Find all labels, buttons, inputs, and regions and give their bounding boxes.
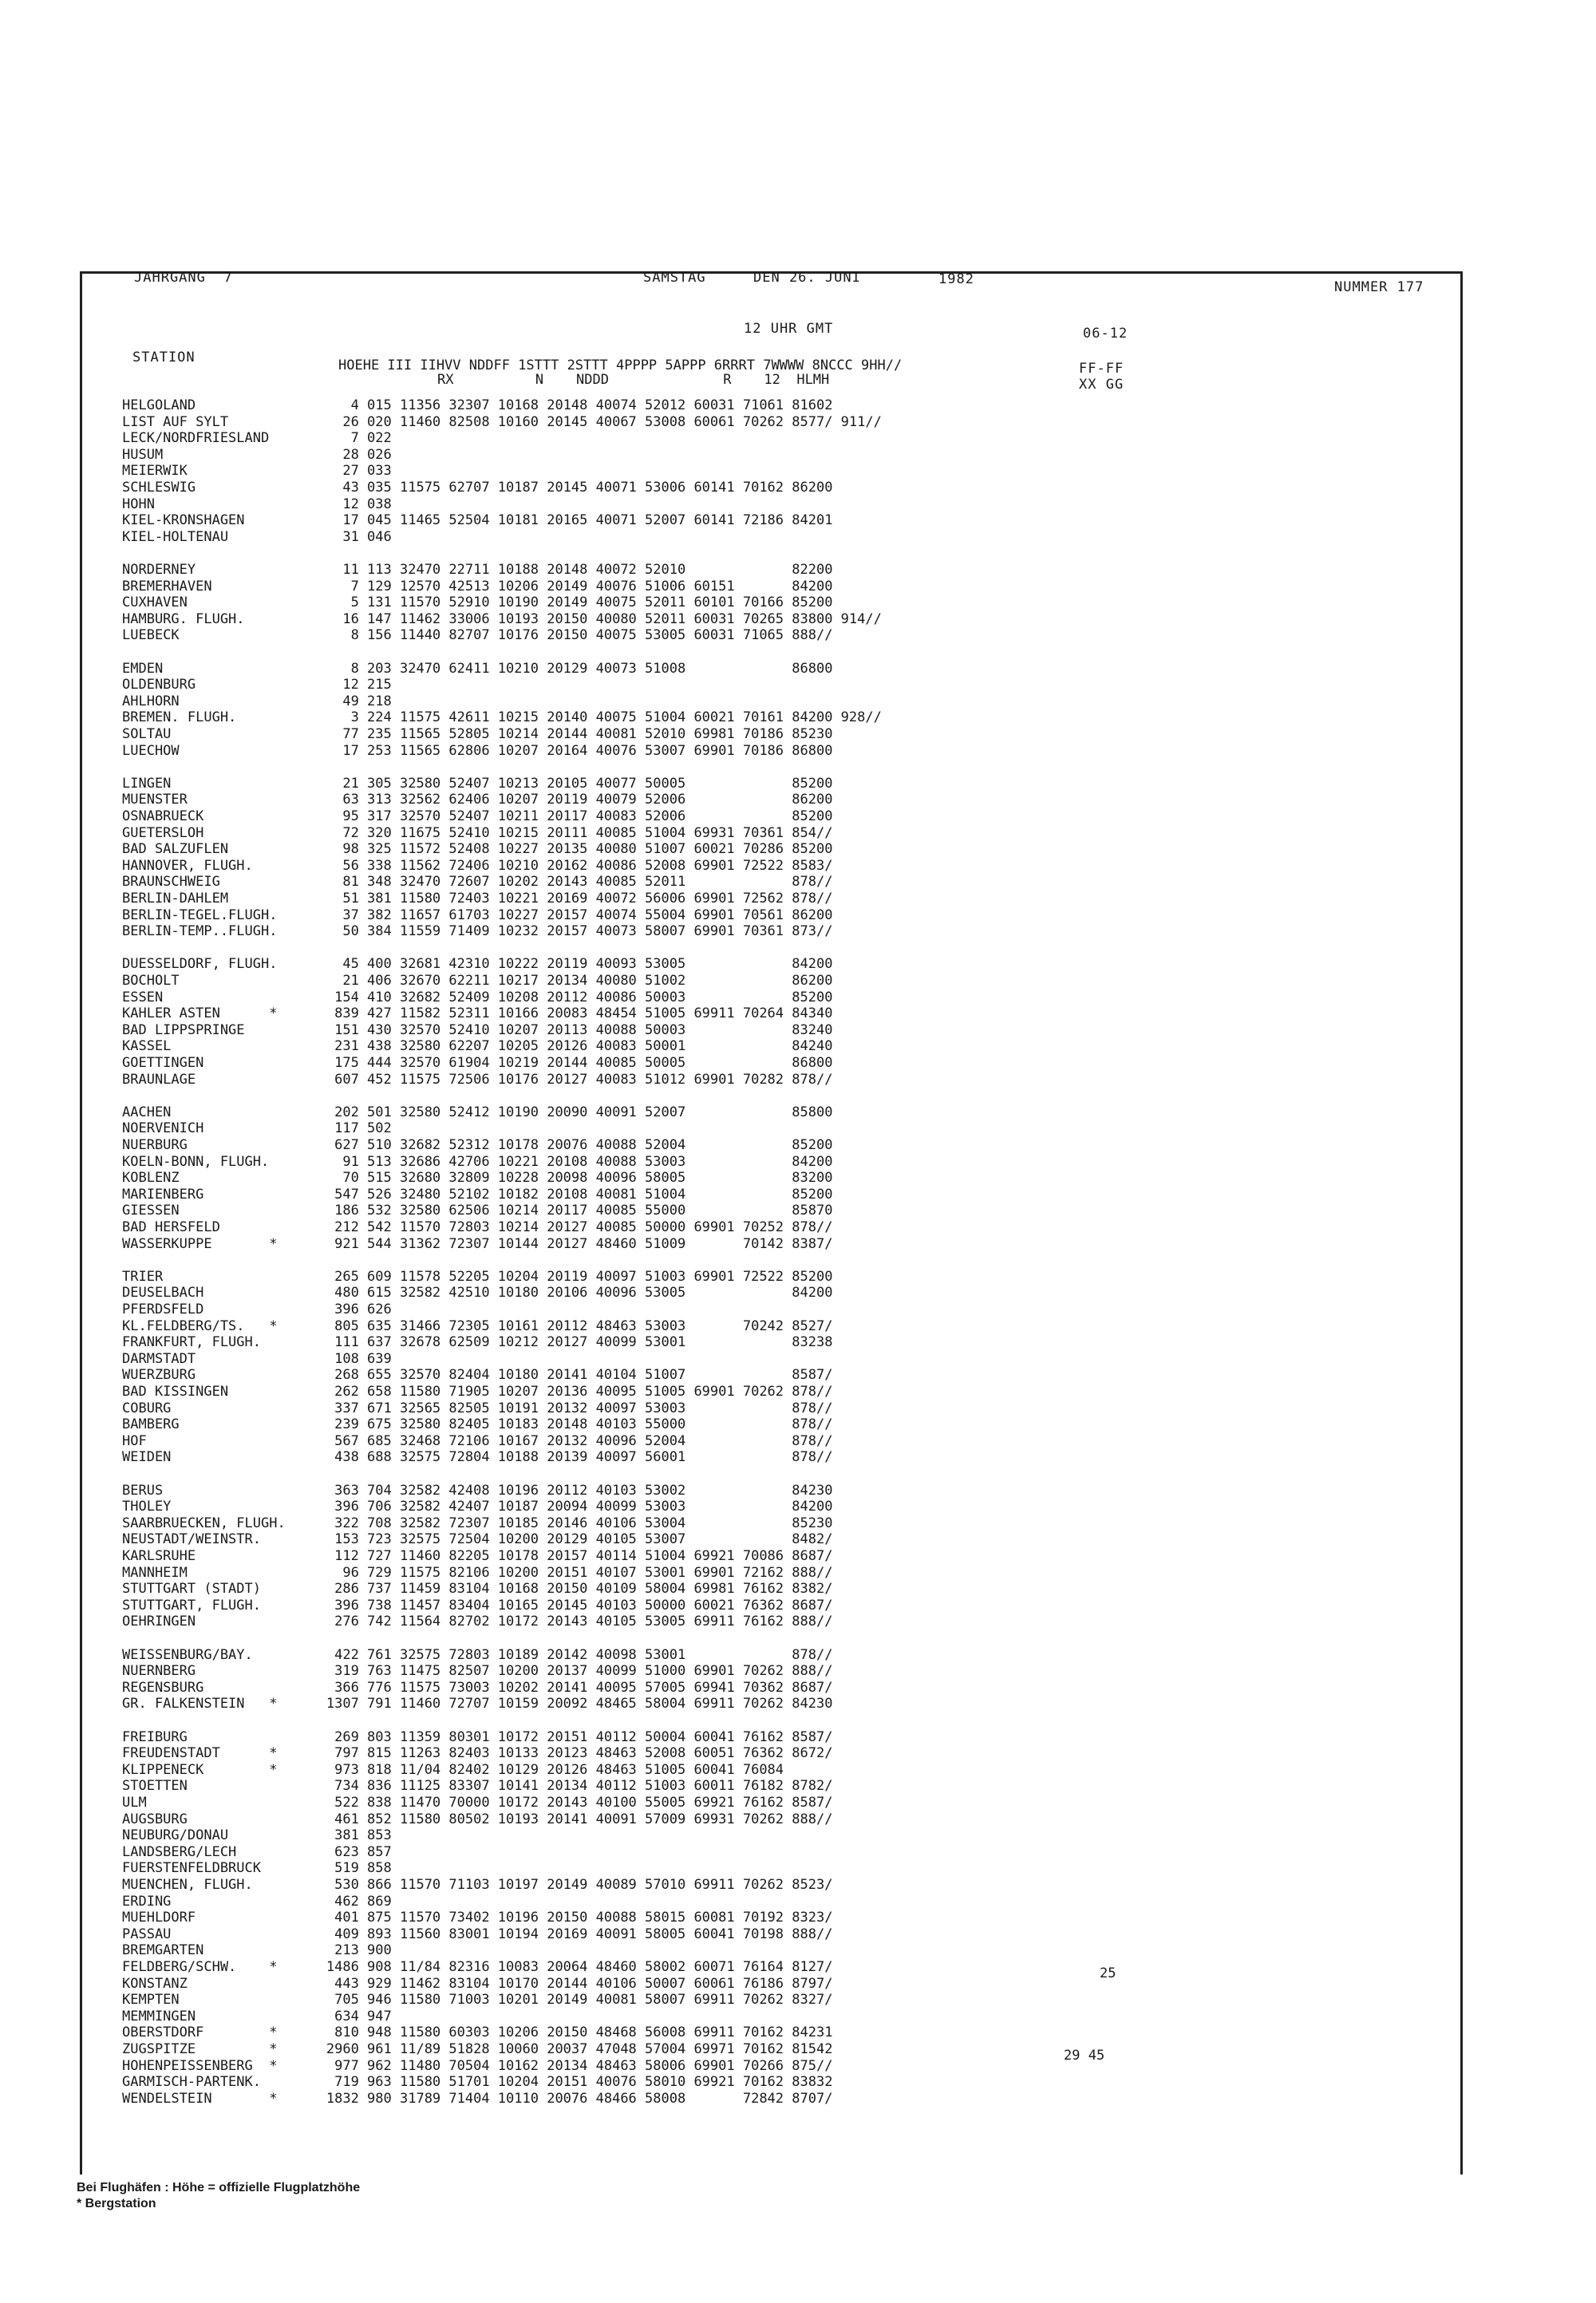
table-row: OEHRINGEN 276 742 11564 82702 10172 20143 40105 53005 69911 76162 888// xyxy=(122,1614,833,1630)
table-row: KL.FELDBERG/TS. * 805 635 31466 72305 10161 20112 48463 53003 70242 8527/ xyxy=(122,1317,833,1334)
table-row: FUERSTENFELDBRUCK 519 858 xyxy=(122,1860,392,1877)
table-row: NOERVENICH 117 502 xyxy=(122,1120,392,1137)
issue-number: NUMMER 177 xyxy=(1334,279,1424,295)
table-row: KIEL-HOLTENAU 31 046 xyxy=(122,528,392,545)
table-row: COBURG 337 671 32565 82505 10191 20132 40097 53003 878// xyxy=(122,1400,833,1416)
table-row: HUSUM 28 026 xyxy=(122,446,392,463)
period: 06-12 xyxy=(1083,326,1128,342)
side-annotation: 25 xyxy=(1100,1965,1116,1981)
table-row: STUTTGART, FLUGH. 396 738 11457 83404 10165 20145 40103 50000 60021 76362 8687/ xyxy=(122,1597,833,1614)
table-row: BAD KISSINGEN 262 658 11580 71905 10207 20136 40095 51005 69901 70262 878// xyxy=(122,1384,833,1400)
table-row: BAD SALZUFLEN 98 325 11572 52408 10227 20135 40080 51007 60021 70286 85200 xyxy=(122,841,833,858)
table-row: DEUSELBACH 480 615 32582 42510 10180 20106 40096 53005 84200 xyxy=(122,1285,833,1302)
table-row: REGENSBURG 366 776 11575 73003 10202 20141 40095 57005 69941 70362 8687/ xyxy=(122,1679,833,1696)
table-row: KARLSRUHE 112 727 11460 82205 10178 20157 40114 51004 69921 70086 8687/ xyxy=(122,1548,833,1564)
table-row: WUERZBURG 268 655 32570 82404 10180 20141 40104 51007 8587/ xyxy=(122,1367,833,1384)
jahrgang: JAHRGANG 7 xyxy=(134,270,233,286)
table-row: MARIENBERG 547 526 32480 52102 10182 20108 40081 51004 85200 xyxy=(122,1186,833,1203)
weekday: SAMSTAG xyxy=(643,270,706,286)
table-row: MUENSTER 63 313 32562 62406 10207 20119 40079 52006 86200 xyxy=(122,792,833,808)
table-row: KASSEL 231 438 32580 62207 10205 20126 40083 50001 84240 xyxy=(122,1038,833,1055)
table-row: WENDELSTEIN * 1832 980 31789 71404 10110 20076 48466 58008 72842 8707/ xyxy=(122,2090,833,2107)
table-row: GIESSEN 186 532 32580 62506 10214 20117 40085 55000 85870 xyxy=(122,1203,833,1219)
table-row: DARMSTADT 108 639 xyxy=(122,1350,392,1367)
table-row: EMDEN 8 203 32470 62411 10210 20129 40073 51008 86800 xyxy=(122,660,833,677)
table-row: PFERDSFELD 396 626 xyxy=(122,1302,392,1317)
table-row: BERLIN-DAHLEM 51 381 11580 72403 10221 20169 40072 56006 69901 72562 878// xyxy=(122,891,833,907)
report-date: DEN 26. JUNI xyxy=(753,270,861,286)
table-row: NEUSTADT/WEINSTR. 153 723 32575 72504 10200 20129 40105 53007 8482/ xyxy=(122,1531,833,1548)
table-row: BAD LIPPSPRINGE 151 430 32570 52410 10207 20113 40088 50003 83240 xyxy=(122,1021,833,1038)
report-year: 1982 xyxy=(938,271,974,287)
table-row: NUERBURG 627 510 32682 52312 10178 20076 40088 52004 85200 xyxy=(122,1137,833,1153)
col-codes-1: HOEHE III IIHVV NDDFF 1STTT 2STTT 4PPPP 5APPP 6RRRT 7WWWW 8NCCC 9HH// xyxy=(338,357,903,373)
table-row: THOLEY 396 706 32582 42407 10187 20094 40099 53003 84200 xyxy=(122,1499,833,1515)
table-row: BAD HERSFELD 212 542 11570 72803 10214 20127 40085 50000 69901 70252 878// xyxy=(122,1219,833,1235)
table-row: KEMPTEN 705 946 11580 71003 10201 20149 40081 58007 69911 70262 8327/ xyxy=(122,1992,833,2009)
table-row: GOETTINGEN 175 444 32570 61904 10219 20144 40085 50005 86800 xyxy=(122,1055,833,1071)
footnotes xyxy=(77,2180,360,2212)
table-row: MUEHLDORF 401 875 11570 73402 10196 20150 40088 58015 60081 70192 8323/ xyxy=(122,1910,833,1926)
table-row: LECK/NORDFRIESLAND 7 022 xyxy=(122,430,392,447)
table-row: OLDENBURG 12 215 xyxy=(122,677,392,693)
table-row: WEIDEN 438 688 32575 72804 10188 20139 40097 56001 878// xyxy=(122,1449,833,1466)
table-row: SCHLESWIG 43 035 11575 62707 10187 20145 40071 53006 60141 70162 86200 xyxy=(122,480,833,496)
table-row: HOHN 12 038 xyxy=(122,496,392,512)
table-row: BAMBERG 239 675 32580 82405 10183 20148 40103 55000 878// xyxy=(122,1416,833,1433)
table-row: HOHENPEISSENBERG * 977 962 11480 70504 10162 20134 48463 58006 69901 70266 875// xyxy=(122,2057,833,2074)
table-row: GUETERSLOH 72 320 11675 52410 10215 20111 40085 51004 69931 70361 854// xyxy=(122,824,833,841)
table-row: NORDERNEY 11 113 32470 22711 10188 20148 40072 52010 82200 xyxy=(122,562,833,578)
col-codes-2: RX N NDDD R 12 HLMH xyxy=(437,372,830,388)
table-row: KLIPPENECK * 973 818 11/04 82402 10129 20126 48463 51005 60041 76084 xyxy=(122,1761,784,1778)
table-row: BERLIN-TEMP..FLUGH. 50 384 11559 71409 10232 20157 40073 58007 69901 70361 873// xyxy=(122,923,833,940)
table-row: BERUS 363 704 32582 42408 10196 20112 40103 53002 84230 xyxy=(122,1482,833,1499)
table-row: NUERNBERG 319 763 11475 82507 10200 20137 40099 51000 69901 70262 888// xyxy=(122,1663,833,1680)
table-row: STOETTEN 734 836 11125 83307 10141 20134 40112 51003 60011 76182 8782/ xyxy=(122,1778,833,1795)
table-row: KOBLENZ 70 515 32680 32809 10228 20098 40096 58005 83200 xyxy=(122,1170,833,1187)
table-row: ERDING 462 869 xyxy=(122,1893,392,1910)
table-row: PASSAU 409 893 11560 83001 10194 20169 40091 58005 60041 70198 888// xyxy=(122,1926,833,1942)
table-row: AACHEN 202 501 32580 52412 10190 20090 40091 52007 85800 xyxy=(122,1104,833,1120)
table-row: HELGOLAND 4 015 11356 32307 10168 20148 40074 52012 60031 71061 81602 xyxy=(122,397,833,413)
table-row: MANNHEIM 96 729 11575 82106 10200 20151 40107 53001 69901 72162 888// xyxy=(122,1564,833,1581)
table-row: LUEBECK 8 156 11440 82707 10176 20150 40075 53005 60031 71065 888// xyxy=(122,627,833,644)
col-station: STATION xyxy=(132,350,196,365)
table-row: ULM 522 838 11470 70000 10172 20143 40100 55005 69921 76162 8587/ xyxy=(122,1795,833,1811)
table-row: LANDSBERG/LECH 623 857 xyxy=(122,1843,392,1860)
table-row: LIST AUF SYLT 26 020 11460 82508 10160 20145 40067 53008 60061 70262 8577/ 911// xyxy=(122,413,882,430)
table-row: HAMBURG. FLUGH. 16 147 11462 33006 10193 20150 40080 52011 60031 70265 83800 914// xyxy=(122,610,882,627)
table-row: KAHLER ASTEN * 839 427 11582 52311 10166 20083 48454 51005 69911 70264 84340 xyxy=(122,1005,833,1022)
table-row: BRAUNLAGE 607 452 11575 72506 10176 20127 40083 51012 69901 70282 878// xyxy=(122,1071,833,1088)
table-row: BREMGARTEN 213 900 xyxy=(122,1942,392,1959)
table-row: NEUBURG/DONAU 381 853 xyxy=(122,1827,392,1844)
table-row: LUECHOW 17 253 11565 62806 10207 20164 40076 53007 69901 70186 86800 xyxy=(122,742,833,759)
table-row: BOCHOLT 21 406 32670 62211 10217 20134 40080 51002 86200 xyxy=(122,973,833,989)
table-row: KONSTANZ 443 929 11462 83104 10170 20144 40106 50007 60061 76186 8797/ xyxy=(122,1975,833,1992)
table-row: SOLTAU 77 235 11565 52805 10214 20144 40081 52010 69981 70186 85230 xyxy=(122,726,833,742)
table-row: HANNOVER, FLUGH. 56 338 11562 72406 10210 20162 40086 52008 69901 72522 8583/ xyxy=(122,857,833,874)
col-ff-1: FF-FF xyxy=(1079,361,1124,377)
table-row: GR. FALKENSTEIN * 1307 791 11460 72707 10159 20092 48465 58004 69911 70262 84230 xyxy=(122,1696,833,1712)
table-row: BERLIN-TEGEL.FLUGH. 37 382 11657 61703 10227 20157 40074 55004 69901 70561 86200 xyxy=(122,907,833,923)
table-row: TRIER 265 609 11578 52205 10204 20119 40097 51003 69901 72522 85200 xyxy=(122,1268,833,1285)
table-row: CUXHAVEN 5 131 11570 52910 10190 20149 40075 52011 60101 70166 85200 xyxy=(122,595,833,611)
table-row: GARMISCH-PARTENK. 719 963 11580 51701 10204 20151 40076 58010 69921 70162 83832 xyxy=(122,2074,833,2091)
table-row: STUTTGART (STADT) 286 737 11459 83104 10168 20150 40109 58004 69981 76162 8382/ xyxy=(122,1581,833,1598)
table-row: BREMERHAVEN 7 129 12570 42513 10206 20149 40076 51006 60151 84200 xyxy=(122,578,833,595)
observation-time: 12 UHR GMT xyxy=(744,321,834,337)
table-row: DUESSELDORF, FLUGH. 45 400 32681 42310 10222 20119 40093 53005 84200 xyxy=(122,956,833,973)
table-row: FELDBERG/SCHW. * 1486 908 11/84 82316 10083 20064 48460 58002 60071 76164 8127/ xyxy=(122,1959,833,1975)
table-row: FREIBURG 269 803 11359 80301 10172 20151 40112 50004 60041 76162 8587/ xyxy=(122,1728,833,1745)
table-row: AUGSBURG 461 852 11580 80502 10193 20141 40091 57009 69931 70262 888// xyxy=(122,1811,833,1827)
table-row: BRAUNSCHWEIG 81 348 32470 72607 10202 20143 40085 52011 878// xyxy=(122,874,833,891)
table-row: OSNABRUECK 95 317 32570 52407 10211 20117 40083 52006 85200 xyxy=(122,808,833,824)
table-row: OBERSTDORF * 810 948 11580 60303 10206 20150 48468 56008 69911 70162 84231 xyxy=(122,2025,833,2041)
table-row: LINGEN 21 305 32580 52407 10213 20105 40077 50005 85200 xyxy=(122,775,833,792)
table-row: BREMEN. FLUGH. 3 224 11575 42611 10215 20140 40075 51004 60021 70161 84200 928// xyxy=(122,709,882,726)
col-ff-2: XX GG xyxy=(1079,377,1124,393)
table-row: KOELN-BONN, FLUGH. 91 513 32686 42706 10221 20108 40088 53003 84200 xyxy=(122,1153,833,1170)
table-row: WASSERKUPPE * 921 544 31362 72307 10144 20127 48460 51009 70142 8387/ xyxy=(122,1235,833,1252)
table-row: MEMMINGEN 634 947 xyxy=(122,2008,392,2025)
table-row: KIEL-KRONSHAGEN 17 045 11465 52504 10181 20165 40071 52007 60141 72186 84201 xyxy=(122,512,833,529)
table-row: ESSEN 154 410 32682 52409 10208 20112 40086 50003 85200 xyxy=(122,989,833,1005)
table-row: AHLHORN 49 218 xyxy=(122,693,392,709)
table-row: SAARBRUECKEN, FLUGH. 322 708 32582 72307 10185 20146 40106 53004 85230 xyxy=(122,1515,833,1531)
table-row: WEISSENBURG/BAY. 422 761 32575 72803 10189 20142 40098 53001 878// xyxy=(122,1646,833,1663)
table-row: FRANKFURT, FLUGH. 111 637 32678 62509 10212 20127 40099 53001 83238 xyxy=(122,1334,833,1351)
table-row: ZUGSPITZE * 2960 961 11/89 51828 10060 20037 47048 57004 69971 70162 81542 xyxy=(122,2041,833,2057)
side-annotation: 29 45 xyxy=(1064,2048,1105,2064)
table-row: MUENCHEN, FLUGH. 530 866 11570 71103 10197 20149 40089 57010 69911 70262 8523/ xyxy=(122,1877,833,1893)
table-row: MEIERWIK 27 033 xyxy=(122,463,392,480)
footnote-airport: Bei Flughäfen : Höhe = offizielle Flugplatzhöhe xyxy=(77,2181,361,2194)
table-row: HOF 567 685 32468 72106 10167 20132 40096 52004 878// xyxy=(122,1432,833,1449)
footnote-mountain: * Bergstation xyxy=(77,2197,156,2210)
table-row: FREUDENSTADT * 797 815 11263 82403 10133 20123 48463 52008 60051 76362 8672/ xyxy=(122,1745,833,1762)
